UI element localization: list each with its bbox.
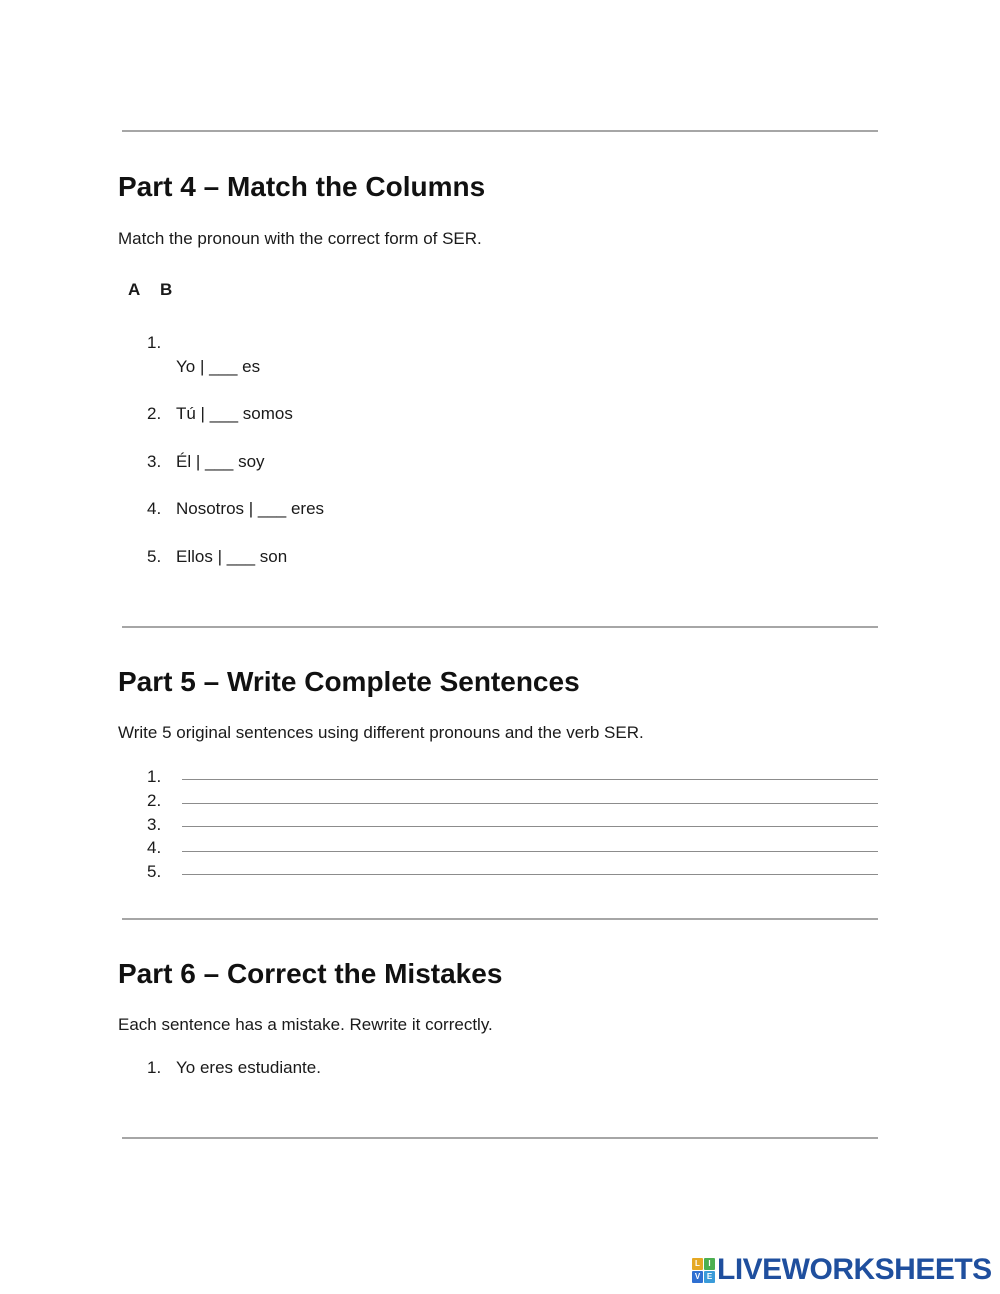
part4-instructions: Match the pronoun with the correct form of SER. — [118, 229, 482, 248]
match-item-number: 4. — [147, 499, 162, 518]
match-item: Tú | ___ somos — [176, 404, 293, 423]
section-divider — [122, 1137, 878, 1139]
sentence-writing-line[interactable] — [182, 779, 878, 780]
sentence-number: 2. — [147, 791, 162, 810]
sentence-writing-line[interactable] — [182, 803, 878, 804]
part6-instructions: Each sentence has a mistake. Rewrite it correctly. — [118, 1015, 493, 1034]
part4-title: Part 4 – Match the Columns — [118, 171, 486, 202]
match-answer-blank[interactable] — [228, 546, 260, 568]
logo-mark-tile: V — [692, 1271, 703, 1283]
part5-instructions: Write 5 original sentences using different pronouns and the verb SER. — [118, 723, 644, 742]
match-item-number: 2. — [147, 404, 162, 423]
section-divider — [122, 918, 878, 920]
column-a-header: A — [128, 280, 141, 299]
match-item: Yo | ___ es — [176, 357, 261, 376]
sentence-number: 4. — [147, 838, 162, 857]
mistake-item-number: 1. — [147, 1058, 162, 1077]
sentence-number: 3. — [147, 815, 162, 834]
part6-title: Part 6 – Correct the Mistakes — [118, 958, 503, 989]
match-answer-blank[interactable] — [210, 356, 242, 378]
part5-title: Part 5 – Write Complete Sentences — [118, 666, 580, 697]
sentence-number: 5. — [147, 862, 162, 881]
sentence-writing-line[interactable] — [182, 851, 878, 852]
match-item-number: 5. — [147, 547, 162, 566]
sentence-writing-line[interactable] — [182, 826, 878, 827]
section-divider — [122, 130, 878, 132]
sentence-number: 1. — [147, 767, 162, 786]
sentence-writing-line[interactable] — [182, 874, 878, 875]
liveworksheets-logo — [692, 1253, 992, 1287]
match-item: Él | ___ soy — [176, 452, 265, 471]
logo-mark-tile: I — [704, 1258, 715, 1270]
logo-wordmark: LIVEWORKSHEETS — [717, 1253, 992, 1286]
logo-mark-tile: E — [704, 1271, 715, 1283]
match-item: Nosotros | ___ eres — [176, 499, 325, 518]
match-item-number: 1. — [147, 333, 162, 352]
mistake-item: Yo eres estudiante. — [176, 1058, 321, 1077]
logo-mark-icon — [692, 1258, 714, 1282]
match-item-number: 3. — [147, 452, 162, 471]
logo-mark-tile: L — [692, 1258, 703, 1270]
match-answer-blank[interactable] — [262, 498, 294, 520]
match-answer-blank[interactable] — [204, 451, 236, 473]
match-answer-blank[interactable] — [210, 403, 242, 425]
match-item: Ellos | ___ son — [176, 547, 288, 566]
section-divider — [122, 626, 878, 628]
column-b-header: B — [160, 280, 173, 299]
